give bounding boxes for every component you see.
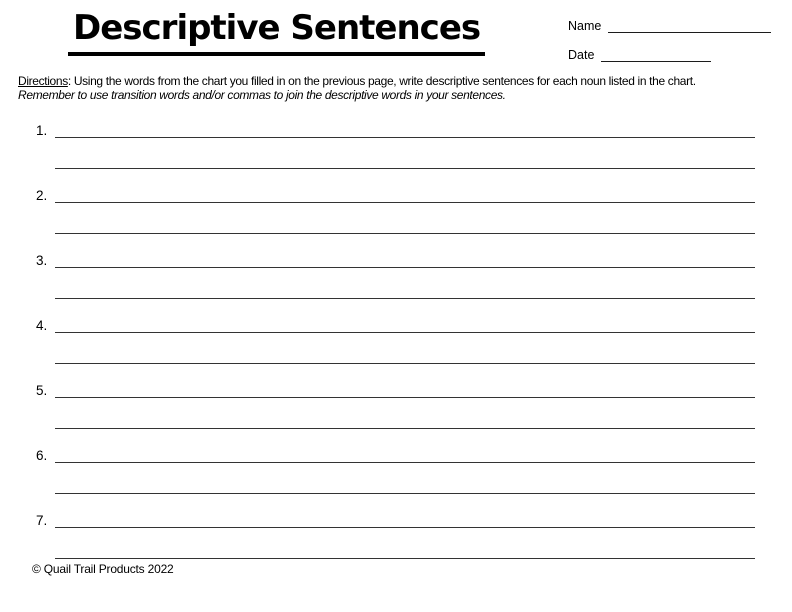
writing-line[interactable] bbox=[55, 479, 755, 494]
page-title: Descriptive Sentences bbox=[68, 8, 485, 56]
date-row bbox=[568, 46, 771, 62]
name-field[interactable] bbox=[608, 17, 771, 33]
directions-block bbox=[18, 75, 780, 102]
date-field[interactable] bbox=[601, 46, 711, 62]
writing-line[interactable] bbox=[55, 219, 755, 234]
name-date-block bbox=[568, 17, 771, 75]
writing-line[interactable] bbox=[55, 383, 755, 398]
writing-line[interactable] bbox=[55, 414, 755, 429]
sentence-item-6 bbox=[0, 443, 792, 508]
sentence-item-5 bbox=[0, 378, 792, 443]
name-row bbox=[568, 17, 771, 33]
copyright-notice: © Quail Trail Products 2022 bbox=[32, 562, 174, 576]
sentence-item-4 bbox=[0, 313, 792, 378]
writing-line[interactable] bbox=[55, 123, 755, 138]
writing-line[interactable] bbox=[55, 349, 755, 364]
directions-note: Remember to use transition words and/or commas to join the descriptive words in your sentences. bbox=[18, 87, 506, 102]
sentence-item-3 bbox=[0, 248, 792, 313]
writing-line[interactable] bbox=[55, 318, 755, 333]
writing-line[interactable] bbox=[55, 544, 755, 559]
directions-line bbox=[18, 75, 780, 89]
writing-line[interactable] bbox=[55, 188, 755, 203]
sentence-items bbox=[0, 118, 792, 573]
writing-line[interactable] bbox=[55, 154, 755, 169]
writing-line[interactable] bbox=[55, 513, 755, 528]
writing-line[interactable] bbox=[55, 253, 755, 268]
sentence-item-1 bbox=[0, 118, 792, 183]
sentence-item-2 bbox=[0, 183, 792, 248]
date-label: Date bbox=[568, 48, 595, 62]
directions-text: : Using the words from the chart you filled in on the previous page, write descriptive sentences for each noun listed in the chart. bbox=[67, 74, 696, 88]
writing-line[interactable] bbox=[55, 448, 755, 463]
item-number: 2. bbox=[36, 188, 48, 203]
item-number: 4. bbox=[36, 318, 48, 333]
item-number: 6. bbox=[36, 448, 48, 463]
name-label: Name bbox=[568, 19, 602, 33]
writing-line[interactable] bbox=[55, 284, 755, 299]
item-number: 5. bbox=[36, 383, 48, 398]
item-number: 1. bbox=[36, 123, 48, 138]
item-number: 3. bbox=[36, 253, 48, 268]
item-number: 7. bbox=[36, 513, 48, 528]
directions-label: Directions bbox=[18, 74, 68, 88]
